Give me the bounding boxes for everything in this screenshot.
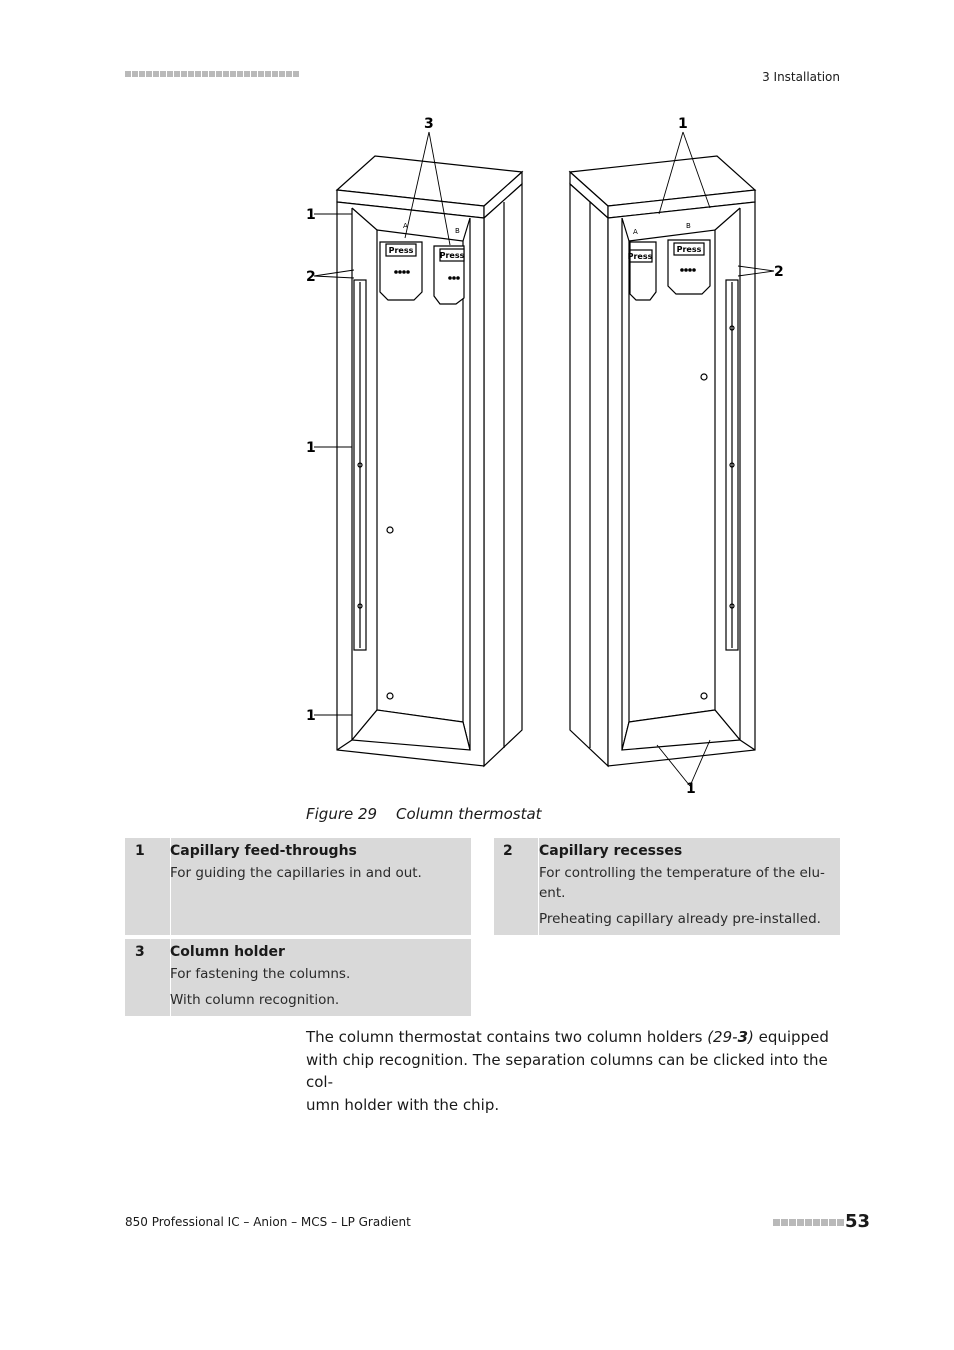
legend-item-1: [125, 838, 471, 935]
svg-text:A: A: [633, 228, 638, 236]
callout-2-left: 2: [306, 269, 316, 285]
header-section: 3 Installation: [762, 70, 840, 84]
right-thermostat-drawing: [570, 156, 755, 766]
page-number: 53: [845, 1211, 871, 1232]
legend-title: Column holder: [170, 944, 285, 960]
footer-decoration: [773, 1219, 844, 1226]
body-paragraph: [306, 1026, 840, 1116]
callout-1-right-bottom: 1: [686, 781, 696, 797]
svg-text:B: B: [686, 222, 691, 230]
callout-1-right-top: 1: [678, 116, 688, 132]
legend-description: For fastening the columns.: [170, 966, 351, 982]
callout-1-left-mid: 1: [306, 440, 316, 456]
callout-3-left: 3: [424, 116, 434, 132]
legend-item-3: [125, 939, 471, 1016]
body-line-2: with chip recognition. The separation columns can be clicked into the col-: [306, 1050, 828, 1091]
legend-description: For controlling the temperature of the elu-: [539, 865, 825, 881]
footer-document-title: 850 Professional IC – Anion – MCS – LP Gradient: [125, 1215, 411, 1229]
callout-1-left-top: 1: [306, 207, 316, 223]
figure-number: Figure 29: [306, 805, 378, 823]
legend-number: 3: [135, 944, 145, 960]
legend-description: Preheating capillary already pre-installed.: [539, 911, 821, 927]
body-line-1: The column thermostat contains two column holders (29-3) equipped: [306, 1028, 829, 1046]
figure-caption: [306, 805, 542, 823]
callout-1-left-bottom: 1: [306, 708, 316, 724]
svg-text:A: A: [403, 222, 408, 230]
svg-text:Press: Press: [388, 246, 414, 255]
svg-text:Press: Press: [627, 252, 653, 261]
legend-number: 2: [503, 843, 513, 859]
legend-number: 1: [135, 843, 145, 859]
callout-2-right: 2: [774, 264, 784, 280]
header-decoration: [125, 71, 299, 77]
legend-description: For guiding the capillaries in and out.: [170, 865, 422, 881]
svg-text:Press: Press: [439, 251, 465, 260]
legend-title: Capillary recesses: [539, 843, 683, 859]
legend-description: ent.: [539, 885, 566, 901]
figure-title: Column thermostat: [396, 805, 542, 823]
left-column-holder-b: [434, 246, 465, 304]
body-line-3: umn holder with the chip.: [306, 1095, 500, 1114]
right-column-holder-b: [668, 240, 710, 294]
column-thermostat-figure: [300, 110, 800, 800]
legend-title: Capillary feed-throughs: [170, 843, 357, 859]
svg-text:Press: Press: [676, 245, 702, 254]
left-column-holder-a: [380, 242, 422, 300]
legend-item-2: [494, 838, 840, 935]
legend-description: With column recognition.: [170, 992, 340, 1008]
figure-reference[interactable]: (29-3): [707, 1028, 754, 1046]
right-column-holder-a: [628, 242, 656, 300]
svg-text:B: B: [455, 227, 460, 235]
left-thermostat-drawing: [337, 156, 522, 766]
